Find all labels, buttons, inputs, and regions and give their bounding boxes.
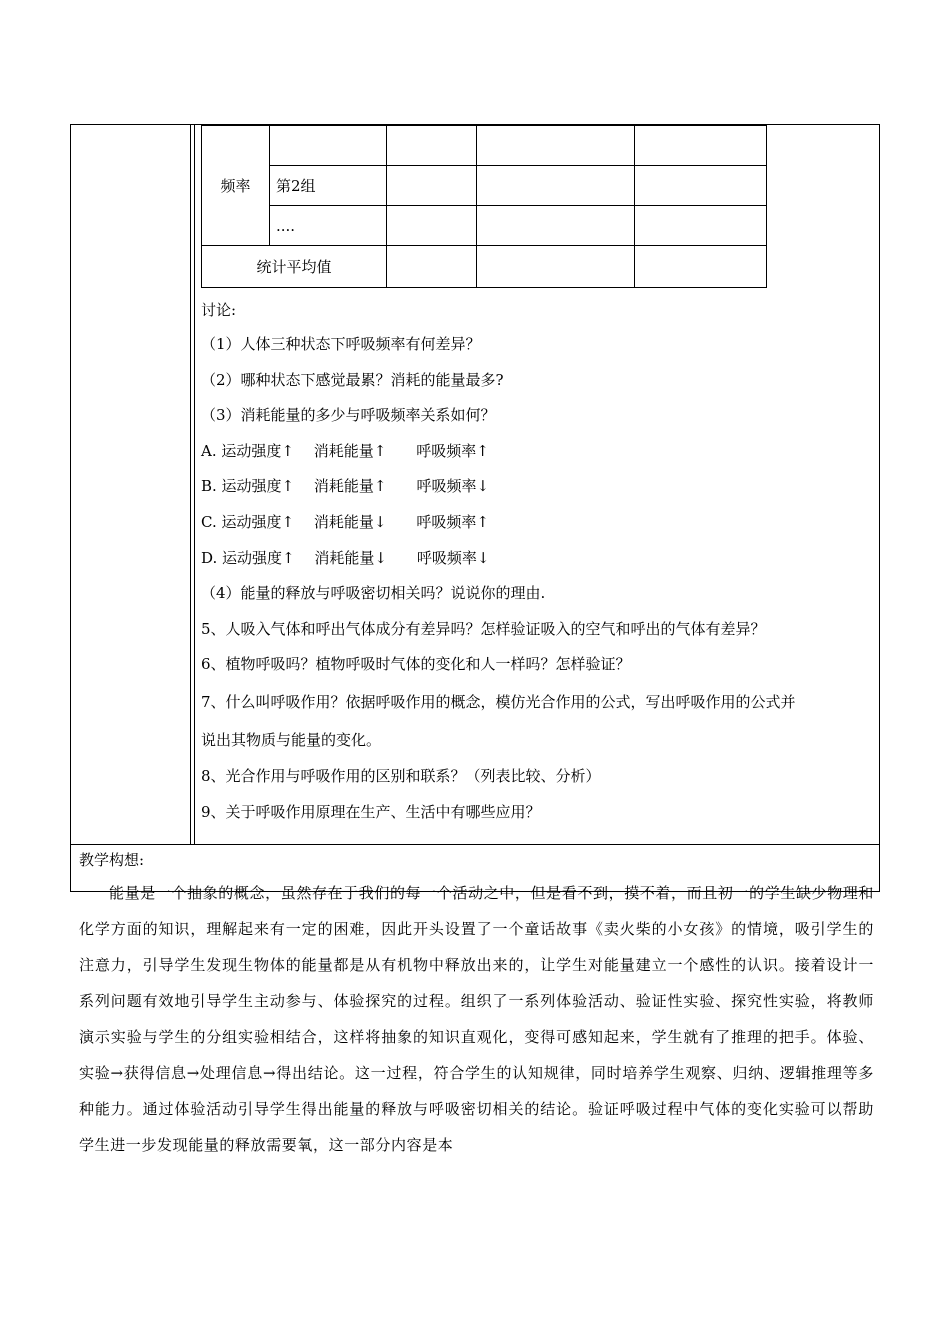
discussion-title: 讨论: <box>201 301 237 319</box>
left-column-double-line <box>194 125 195 844</box>
item-6: 6、植物呼吸吗？植物呼吸时气体的变化和人一样吗？怎样验证？ <box>201 655 631 673</box>
design-title: 教学构想: <box>79 851 145 869</box>
frequency-table <box>201 125 767 288</box>
design-paragraph: 能量是一个抽象的概念，虽然存在于我们的每一个活动之中，但是看不到，摸不着，而且初一的学生缺少物理和化学方面的知识，理解起来有一定的困难，因此开头设置了一个童话故事《卖火柴的小女孩》的情境，吸引学生的注意力，引导学生发现生物体的能量都是从有机物中释放出来的，让学生对能量建立一个感性的认识。接着设计一系列问题有效地引导学生主动参与、体验探究的过程。组织了一系列体验活动、验证性实验、探究性实验，将教师演示实验与学生的分组实验相结合，这样将抽象的知识直观化，变得可感知起来，学生就有了推理的把手。体验、实验→获得信息→处理信息→得出结论。这一过程，符合学生的认知规律，同时培养学生观察、归纳、逻辑推理等多种能力。通过体验活动引导学生得出能量的释放与呼吸密切相关的结论。验证呼吸过程中气体的变化实验可以帮助学生进一步发现能量的释放需要氧，这一部分内容是本 <box>79 884 874 1154</box>
section-divider <box>71 844 879 845</box>
group-2-label: 第2组 <box>270 166 387 206</box>
option-c: C. 运动强度↑ 消耗能量↓ 呼吸频率↑ <box>201 513 489 531</box>
question-2: （2）哪种状态下感觉最累？消耗的能量最多? <box>201 371 504 389</box>
ellipsis-label: .... <box>270 206 387 246</box>
item-8: 8、光合作用与呼吸作用的区别和联系？（列表比较、分析） <box>201 767 601 785</box>
item-5: 5、人吸入气体和呼出气体成分有差异吗？怎样验证吸入的空气和呼出的气体有差异？ <box>201 620 766 638</box>
left-column <box>71 125 191 844</box>
outer-table <box>70 124 880 1154</box>
item-9: 9、关于呼吸作用原理在生产、生活中有哪些应用？ <box>201 803 541 821</box>
option-d: D. 运动强度↑ 消耗能量↓ 呼吸频率↓ <box>201 549 490 567</box>
question-1: （1）人体三种状态下呼吸频率有何差异？ <box>201 335 481 353</box>
frequency-label: 频率 <box>202 126 270 246</box>
question-4: （4）能量的释放与呼吸密切相关吗？说说你的理由. <box>201 584 546 602</box>
option-a: A. 运动强度↑ 消耗能量↑ 呼吸频率↑ <box>201 442 489 460</box>
item-7-line-1: 7、什么叫呼吸作用？依据呼吸作用的概念，模仿光合作用的公式，写出呼吸作用的公式并 <box>201 693 796 711</box>
option-b: B. 运动强度↑ 消耗能量↑ 呼吸频率↓ <box>201 477 490 495</box>
teaching-design-section <box>79 849 874 1163</box>
question-3: （3）消耗能量的多少与呼吸频率关系如何？ <box>201 406 496 424</box>
item-7-line-2: 说出其物质与能量的变化。 <box>201 731 382 749</box>
average-label: 统计平均值 <box>202 246 387 288</box>
